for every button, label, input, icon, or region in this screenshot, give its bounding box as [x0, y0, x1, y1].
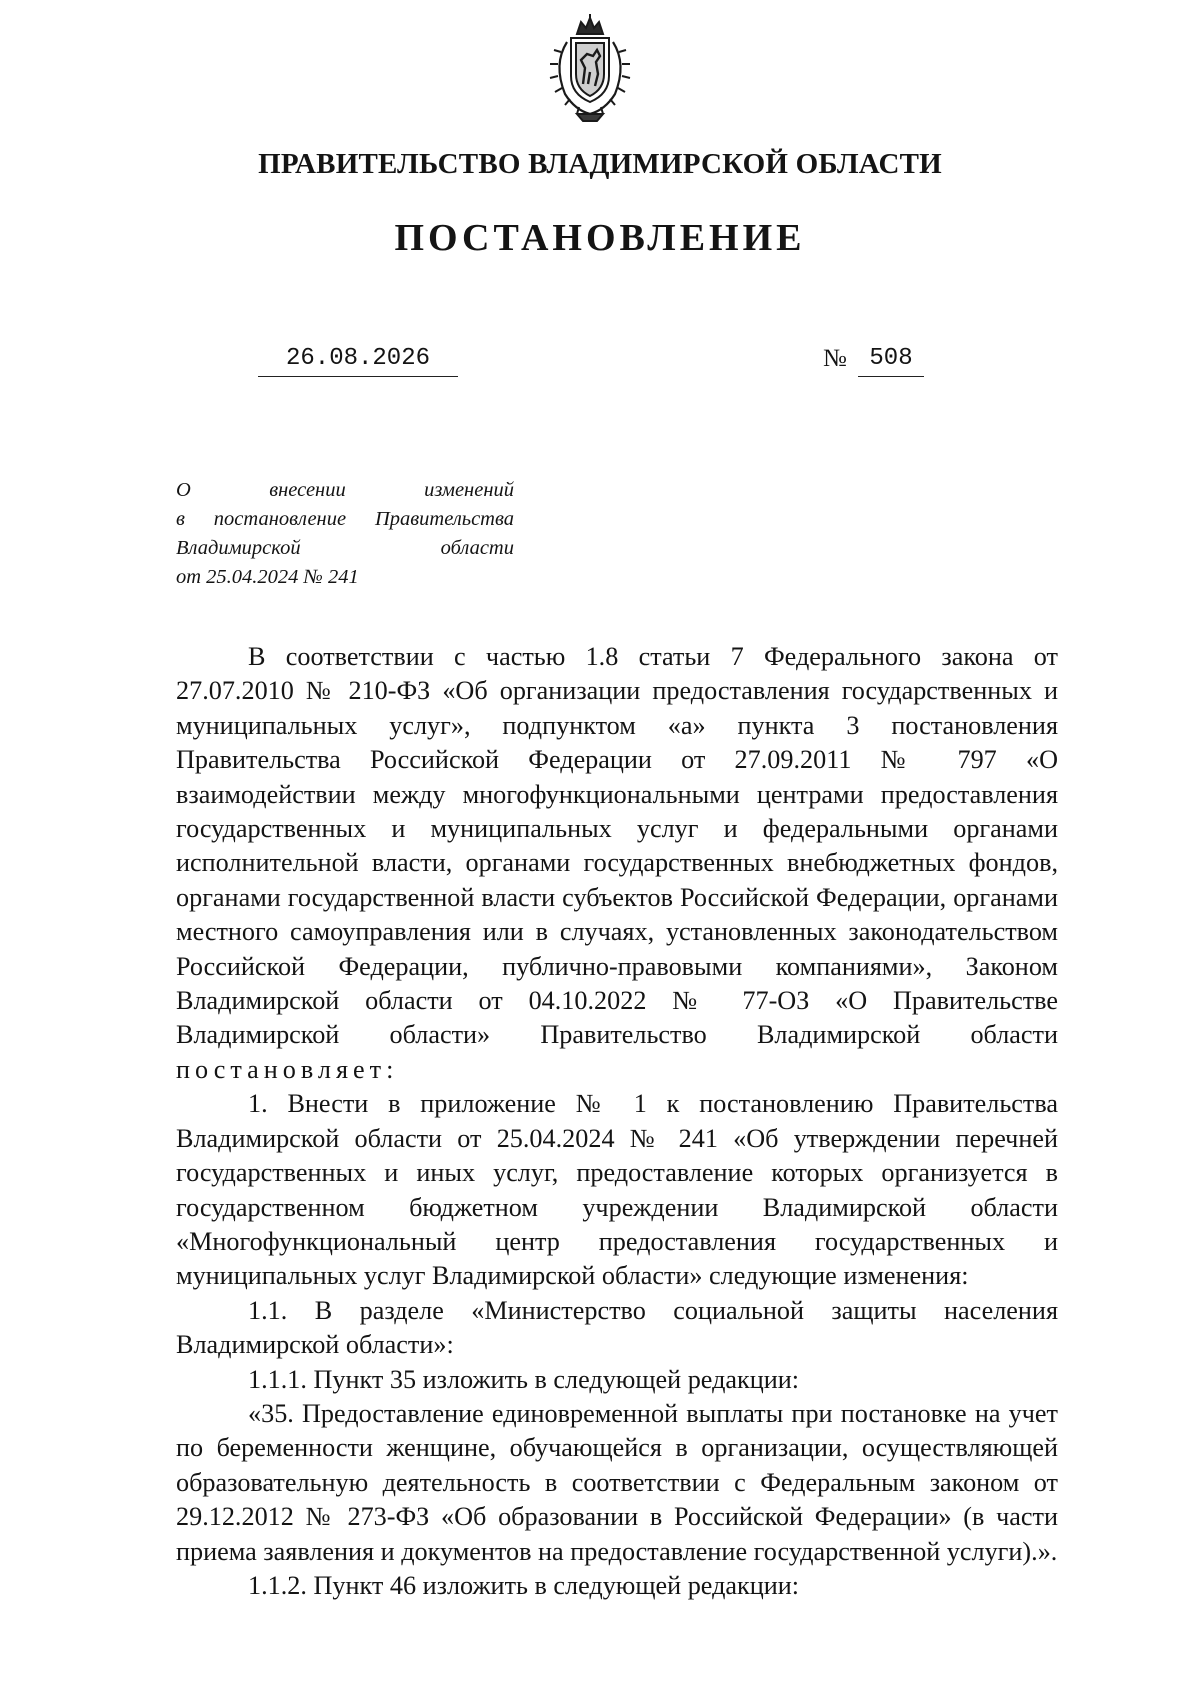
- body-paragraph: 1.1. В разделе «Министерство социальной защиты населения Владимирской области»:: [176, 1295, 1058, 1360]
- preamble-text: В соответствии с частью 1.8 статьи 7 Федерального закона от 27.07.2010 № 210-ФЗ «Об организации предоставления государственных и муниципальных услуг», подпунктом «а» пункта 3 постановления Правительства Российской Федерации от 27.09.2011 № 797 «О взаимодействии между многофункциональными центрами предоставления государственных и муниципальных услуг и федеральными органами исполнительной власти, органами государственных внебюджетных фондов, органами государственной власти субъектов Российской Федерации, органами местного самоуправления или в случаях, установленных законодательством Российской Федерации, публично-правовыми компаниями», Законом Владимирской области от 04.10.2022 № 77-ОЗ «О Правительстве Владимирской области» Правительство Владимирской области: [176, 642, 1058, 1050]
- document-number: 508: [858, 344, 924, 377]
- subject-line: Владимирской области: [176, 537, 514, 559]
- body-paragraph: «35. Предоставление единовременной выплаты при постановке на учет по беременности женщине, обучающейся в организации, осуществляющей образовательную деятельность в соответствии с Федеральным законом от 29.12.2012 № 273-ФЗ «Об образовании в Российской Федерации» (в части приема заявления и документов на предоставление государственной услуги).».: [176, 1398, 1058, 1566]
- subject-line: в постановление Правительства: [176, 508, 514, 530]
- coat-of-arms-emblem: [543, 14, 637, 124]
- body-paragraph: 1.1.2. Пункт 46 изложить в следующей редакции:: [248, 1570, 800, 1600]
- subject-line: от 25.04.2024 № 241: [176, 566, 359, 588]
- body-paragraph: 1. Внести в приложение № 1 к постановлению Правительства Владимирской области от 25.04.2024 № 241 «Об утверждении перечней государственных и иных услуг, предоставление которых организуется в государственном бюджетном учреждении Владимирской области «Многофункциональный центр предоставления государственных и муниципальных услуг Владимирской области» следующие изменения:: [176, 1089, 1058, 1291]
- document-date: 26.08.2026: [258, 344, 458, 377]
- document-number-label: №: [823, 345, 847, 372]
- subject-line: О внесении изменений: [176, 479, 514, 501]
- decree-word: постановляет:: [176, 1054, 399, 1084]
- document-subject: [176, 476, 514, 592]
- body-paragraph: 1.1.1. Пункт 35 изложить в следующей редакции:: [248, 1364, 800, 1394]
- preamble-paragraph: [176, 640, 1058, 1087]
- document-type-title: ПОСТАНОВЛЕНИЕ: [394, 217, 806, 259]
- document-body: [176, 640, 1058, 1603]
- organization-name: ПРАВИТЕЛЬСТВО ВЛАДИМИРСКОЙ ОБЛАСТИ: [258, 148, 942, 180]
